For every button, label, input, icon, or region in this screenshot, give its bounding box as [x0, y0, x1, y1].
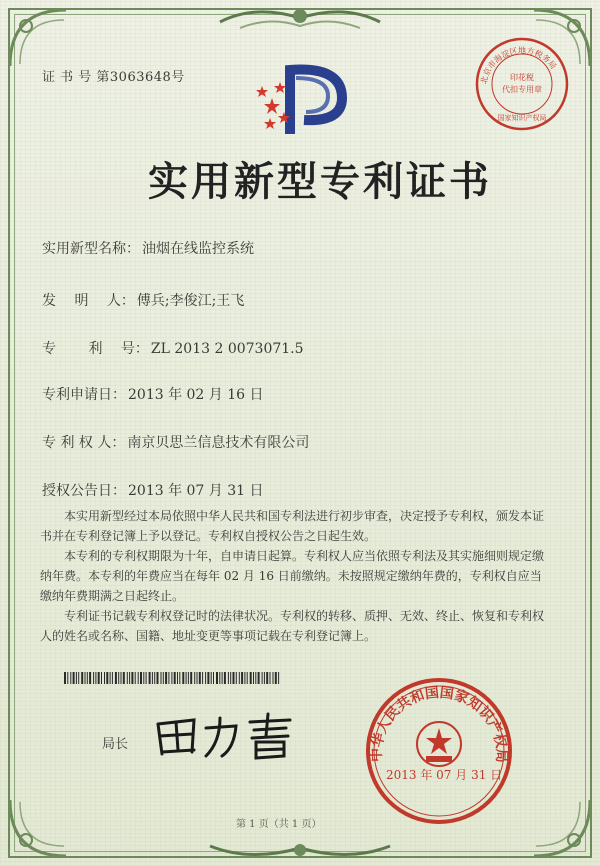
top-center-ornament: [210, 2, 390, 36]
director-label: 局长: [102, 737, 129, 752]
seal-date: 2013 年 07 月 31 日: [386, 768, 503, 782]
bottom-center-ornament: [200, 834, 400, 864]
paragraph-legal-status: 专利证书记载专利权登记时的法律状况。专利权的转移、质押、无效、终止、恢复和专利权人的姓名或名称、国籍、地址变更等事项记载在专利登记簿上。: [40, 609, 545, 643]
tax-seal: [472, 34, 572, 134]
field-patent-number: [42, 338, 304, 358]
certificate-title: 实用新型专利证书: [148, 158, 492, 205]
tax-seal-inner-line-2: 代扣专用章: [502, 85, 542, 94]
svg-text:中华人民共和国国家知识产权局: [368, 684, 510, 763]
field-value: 2013 年 02 月 16 日: [128, 387, 264, 403]
page-footer: 第 1 页（共 1 页）: [236, 819, 322, 830]
field-value: ZL 2013 2 0073071.5: [150, 341, 304, 357]
corner-ornament-bottom-left: [6, 790, 76, 860]
field-utility-model-name: [42, 238, 254, 258]
field-label: 专 利 号：: [42, 341, 149, 357]
field-label: 发 明 人：: [42, 293, 135, 309]
field-label: 专 利 权 人：: [42, 435, 126, 451]
tax-seal-bottom-text: 国家知识产权局: [497, 114, 547, 122]
field-label: 专利申请日：: [42, 387, 126, 403]
field-value: 南京贝思兰信息技术有限公司: [127, 435, 310, 451]
field-value: 2013 年 07 月 31 日: [128, 483, 264, 499]
field-label: 实用新型名称：: [42, 241, 140, 257]
field-grant-date: [42, 480, 264, 500]
field-patentee: [42, 432, 309, 452]
paragraph-grant: 本实用新型经过本局依照中华人民共和国专利法进行初步审查，决定授予专利权，颁发本证书并在专利登记簿上予以登记。专利权自授权公告之日起生效。: [40, 509, 545, 543]
certificate-body: [40, 506, 550, 646]
director-signature: [150, 706, 300, 766]
patent-office-seal-text: 中华人民共和国国家知识产权局: [368, 684, 510, 763]
field-application-date: [42, 384, 264, 404]
field-inventor: [42, 290, 244, 310]
paragraph-term: 本专利的专利权期限为十年，自申请日起算。专利权人应当依照专利法及其实施细则规定缴纳年费。本专利的年费应当在每年 02 月 16 日前缴纳。未按照规定缴纳年费的，专利权自应当缴纳年费期满之日起终止。: [40, 549, 545, 603]
certificate-number: 证 书 号 第3063648号: [42, 70, 185, 85]
barcode: [64, 672, 282, 684]
patent-office-seal: [364, 676, 514, 826]
tax-seal-inner-line-1: 印花税: [510, 73, 534, 82]
tax-seal-text: 北京市海淀区地方税务局: [479, 45, 558, 85]
corner-ornament-bottom-right: [524, 790, 594, 860]
field-value: 油烟在线监控系统: [142, 241, 254, 257]
field-value: 傅兵;李俊江;王飞: [136, 293, 245, 309]
field-label: 授权公告日：: [42, 483, 126, 499]
patent-office-logo: [250, 60, 350, 140]
